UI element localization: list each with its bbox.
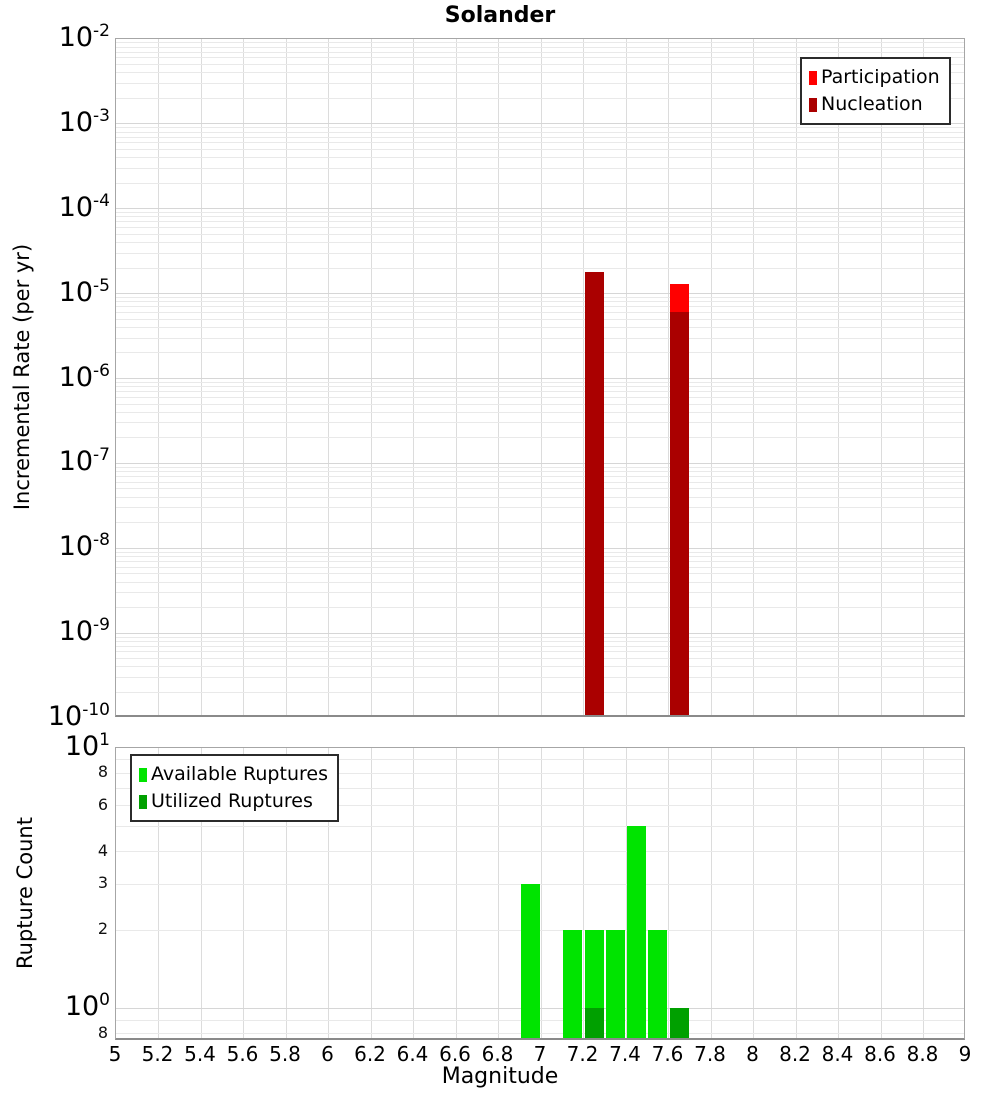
x-tick-label: 5.8 (269, 1042, 301, 1066)
x-tick-label: 5.6 (226, 1042, 259, 1066)
y-tick-label: $10^{-8}$ (58, 530, 110, 563)
y-tick-label: $10^{-10}$ (47, 700, 110, 732)
horizontal-gridline (116, 548, 964, 549)
y-minor-tick-label: 6 (97, 794, 108, 814)
legend-label-utilized: Utilized Ruptures (151, 790, 313, 812)
vertical-gridline (158, 39, 159, 715)
y-tick-label: $10^{-7}$ (58, 445, 110, 478)
vertical-gridline (371, 39, 372, 715)
x-tick-label: 7 (533, 1042, 547, 1066)
horizontal-gridline (116, 573, 964, 574)
y-tick-label: $10^1$ (64, 730, 110, 762)
horizontal-gridline (116, 221, 964, 222)
vertical-gridline (201, 39, 202, 715)
horizontal-gridline (116, 132, 964, 133)
vertical-gridline (456, 39, 457, 715)
y-tick-label: $10^{-4}$ (58, 190, 110, 223)
horizontal-gridline (116, 826, 964, 827)
horizontal-gridline (116, 293, 964, 294)
horizontal-gridline (116, 234, 964, 235)
count-legend (130, 754, 339, 822)
horizontal-gridline (116, 386, 964, 387)
vertical-gridline (413, 748, 414, 1038)
bar-available-ruptures (563, 930, 582, 1040)
legend-label-nucleation: Nucleation (821, 93, 923, 115)
horizontal-gridline (116, 677, 964, 678)
y-tick-label: $10^{-9}$ (58, 615, 110, 648)
horizontal-gridline (116, 471, 964, 472)
x-tick-label: 6.2 (354, 1042, 386, 1066)
utilized-swatch-icon (139, 795, 147, 809)
horizontal-gridline (116, 183, 964, 184)
legend-item-participation (809, 64, 940, 91)
horizontal-gridline (116, 168, 964, 169)
horizontal-gridline (116, 497, 964, 498)
horizontal-gridline (116, 437, 964, 438)
vertical-gridline (923, 39, 924, 715)
horizontal-gridline (116, 1033, 964, 1034)
horizontal-gridline (116, 607, 964, 608)
bottom-y-axis-label: Rupture Count (13, 817, 37, 969)
chart-title: Solander (444, 3, 556, 28)
x-tick-label: 5 (108, 1042, 122, 1066)
horizontal-gridline (116, 52, 964, 53)
vertical-gridline (371, 748, 372, 1038)
horizontal-gridline (116, 404, 964, 405)
horizontal-gridline (116, 658, 964, 659)
horizontal-gridline (116, 692, 964, 693)
bar-utilized-ruptures (670, 1008, 689, 1040)
horizontal-gridline (116, 319, 964, 320)
vertical-gridline (881, 39, 882, 715)
x-tick-label: 9 (958, 1042, 972, 1066)
horizontal-gridline (116, 242, 964, 243)
bar-utilized-ruptures (585, 1008, 604, 1040)
vertical-gridline (796, 748, 797, 1038)
horizontal-gridline (116, 463, 964, 464)
horizontal-gridline (116, 382, 964, 383)
horizontal-gridline (116, 633, 964, 634)
horizontal-gridline (116, 327, 964, 328)
vertical-gridline (753, 748, 754, 1038)
legend-item-utilized (139, 788, 328, 815)
available-swatch-icon (139, 768, 147, 782)
x-tick-label: 8 (746, 1042, 759, 1066)
horizontal-gridline (116, 851, 964, 852)
horizontal-gridline (116, 884, 964, 885)
horizontal-gridline (116, 137, 964, 138)
vertical-gridline (753, 39, 754, 715)
vertical-gridline (243, 39, 244, 715)
horizontal-gridline (116, 306, 964, 307)
horizontal-gridline (116, 378, 964, 379)
horizontal-gridline (116, 930, 964, 931)
horizontal-gridline (116, 507, 964, 508)
y-tick-label: $10^0$ (64, 990, 110, 1023)
bar-available-ruptures (627, 826, 646, 1040)
horizontal-gridline (116, 216, 964, 217)
horizontal-gridline (116, 1008, 964, 1009)
horizontal-gridline (116, 556, 964, 557)
participation-swatch-icon (809, 71, 817, 85)
y-tick-label: $10^{-3}$ (58, 105, 110, 138)
x-tick-label: 8.6 (864, 1042, 896, 1066)
horizontal-gridline (116, 212, 964, 213)
horizontal-gridline (116, 397, 964, 398)
top-y-axis-label: Incremental Rate (per yr) (10, 243, 34, 511)
legend-item-nucleation (809, 91, 940, 118)
vertical-gridline (286, 39, 287, 715)
y-minor-tick-label: 8 (97, 762, 108, 782)
vertical-gridline (541, 748, 542, 1038)
horizontal-gridline (116, 1020, 964, 1021)
horizontal-gridline (116, 352, 964, 353)
bar-available-ruptures (521, 884, 540, 1040)
horizontal-gridline (116, 157, 964, 158)
horizontal-gridline (116, 567, 964, 568)
horizontal-gridline (116, 253, 964, 254)
horizontal-gridline (116, 482, 964, 483)
rate-plot-area (115, 38, 965, 717)
y-minor-tick-label: 4 (97, 840, 108, 860)
horizontal-gridline (116, 476, 964, 477)
vertical-gridline (838, 748, 839, 1038)
vertical-gridline (413, 39, 414, 715)
vertical-gridline (796, 39, 797, 715)
horizontal-gridline (116, 149, 964, 150)
x-tick-label: 5.4 (184, 1042, 216, 1066)
x-tick-label: 7.4 (609, 1042, 641, 1066)
legend-label-available: Available Ruptures (151, 763, 328, 785)
horizontal-gridline (116, 582, 964, 583)
bar-nucleation (670, 312, 689, 717)
horizontal-gridline (116, 651, 964, 652)
bar-available-ruptures (606, 930, 625, 1040)
x-tick-label: 6 (321, 1042, 334, 1066)
y-minor-tick-label: 8 (97, 1022, 108, 1042)
y-tick-label: $10^{-6}$ (58, 360, 110, 393)
horizontal-gridline (116, 552, 964, 553)
rate-legend (800, 57, 951, 125)
y-minor-tick-label: 2 (97, 919, 108, 939)
vertical-gridline (498, 748, 499, 1038)
horizontal-gridline (116, 592, 964, 593)
y-tick-label: $10^{-5}$ (58, 275, 110, 308)
horizontal-gridline (116, 666, 964, 667)
horizontal-gridline (116, 142, 964, 143)
x-tick-label: 7.8 (694, 1042, 726, 1066)
horizontal-gridline (116, 338, 964, 339)
vertical-gridline (456, 748, 457, 1038)
x-tick-label: 8.4 (821, 1042, 854, 1066)
x-tick-label: 5.2 (141, 1042, 174, 1066)
x-tick-label: 6.6 (439, 1042, 471, 1066)
vertical-gridline (498, 39, 499, 715)
horizontal-gridline (116, 312, 964, 313)
vertical-gridline (541, 39, 542, 715)
horizontal-gridline (116, 127, 964, 128)
bar-nucleation (585, 272, 604, 717)
horizontal-gridline (116, 268, 964, 269)
horizontal-gridline (116, 522, 964, 523)
x-tick-label: 7.6 (651, 1042, 684, 1066)
horizontal-gridline (116, 641, 964, 642)
vertical-gridline (711, 39, 712, 715)
vertical-gridline (711, 748, 712, 1038)
horizontal-gridline (116, 297, 964, 298)
nucleation-swatch-icon (809, 98, 817, 112)
horizontal-gridline (116, 301, 964, 302)
horizontal-gridline (116, 42, 964, 43)
horizontal-gridline (116, 646, 964, 647)
horizontal-gridline (116, 422, 964, 423)
vertical-gridline (881, 748, 882, 1038)
horizontal-gridline (116, 47, 964, 48)
horizontal-gridline (116, 208, 964, 209)
vertical-gridline (626, 39, 627, 715)
horizontal-gridline (116, 561, 964, 562)
x-tick-label: 6.8 (481, 1042, 514, 1066)
vertical-gridline (838, 39, 839, 715)
y-minor-tick-label: 3 (97, 873, 108, 893)
horizontal-gridline (116, 637, 964, 638)
horizontal-gridline (116, 467, 964, 468)
horizontal-gridline (116, 488, 964, 489)
vertical-gridline (923, 748, 924, 1038)
vertical-gridline (668, 748, 669, 1038)
vertical-gridline (328, 39, 329, 715)
horizontal-gridline (116, 391, 964, 392)
y-tick-label: $10^{-2}$ (58, 21, 110, 53)
horizontal-gridline (116, 412, 964, 413)
x-tick-label: 8.2 (779, 1042, 811, 1066)
x-axis-label: Magnitude (441, 1064, 559, 1089)
legend-item-available (139, 761, 328, 788)
bar-available-ruptures (648, 930, 667, 1040)
x-tick-label: 8.8 (906, 1042, 939, 1066)
legend-label-participation: Participation (821, 66, 940, 88)
x-tick-label: 6.4 (396, 1042, 429, 1066)
x-tick-label: 7.2 (566, 1042, 599, 1066)
horizontal-gridline (116, 227, 964, 228)
